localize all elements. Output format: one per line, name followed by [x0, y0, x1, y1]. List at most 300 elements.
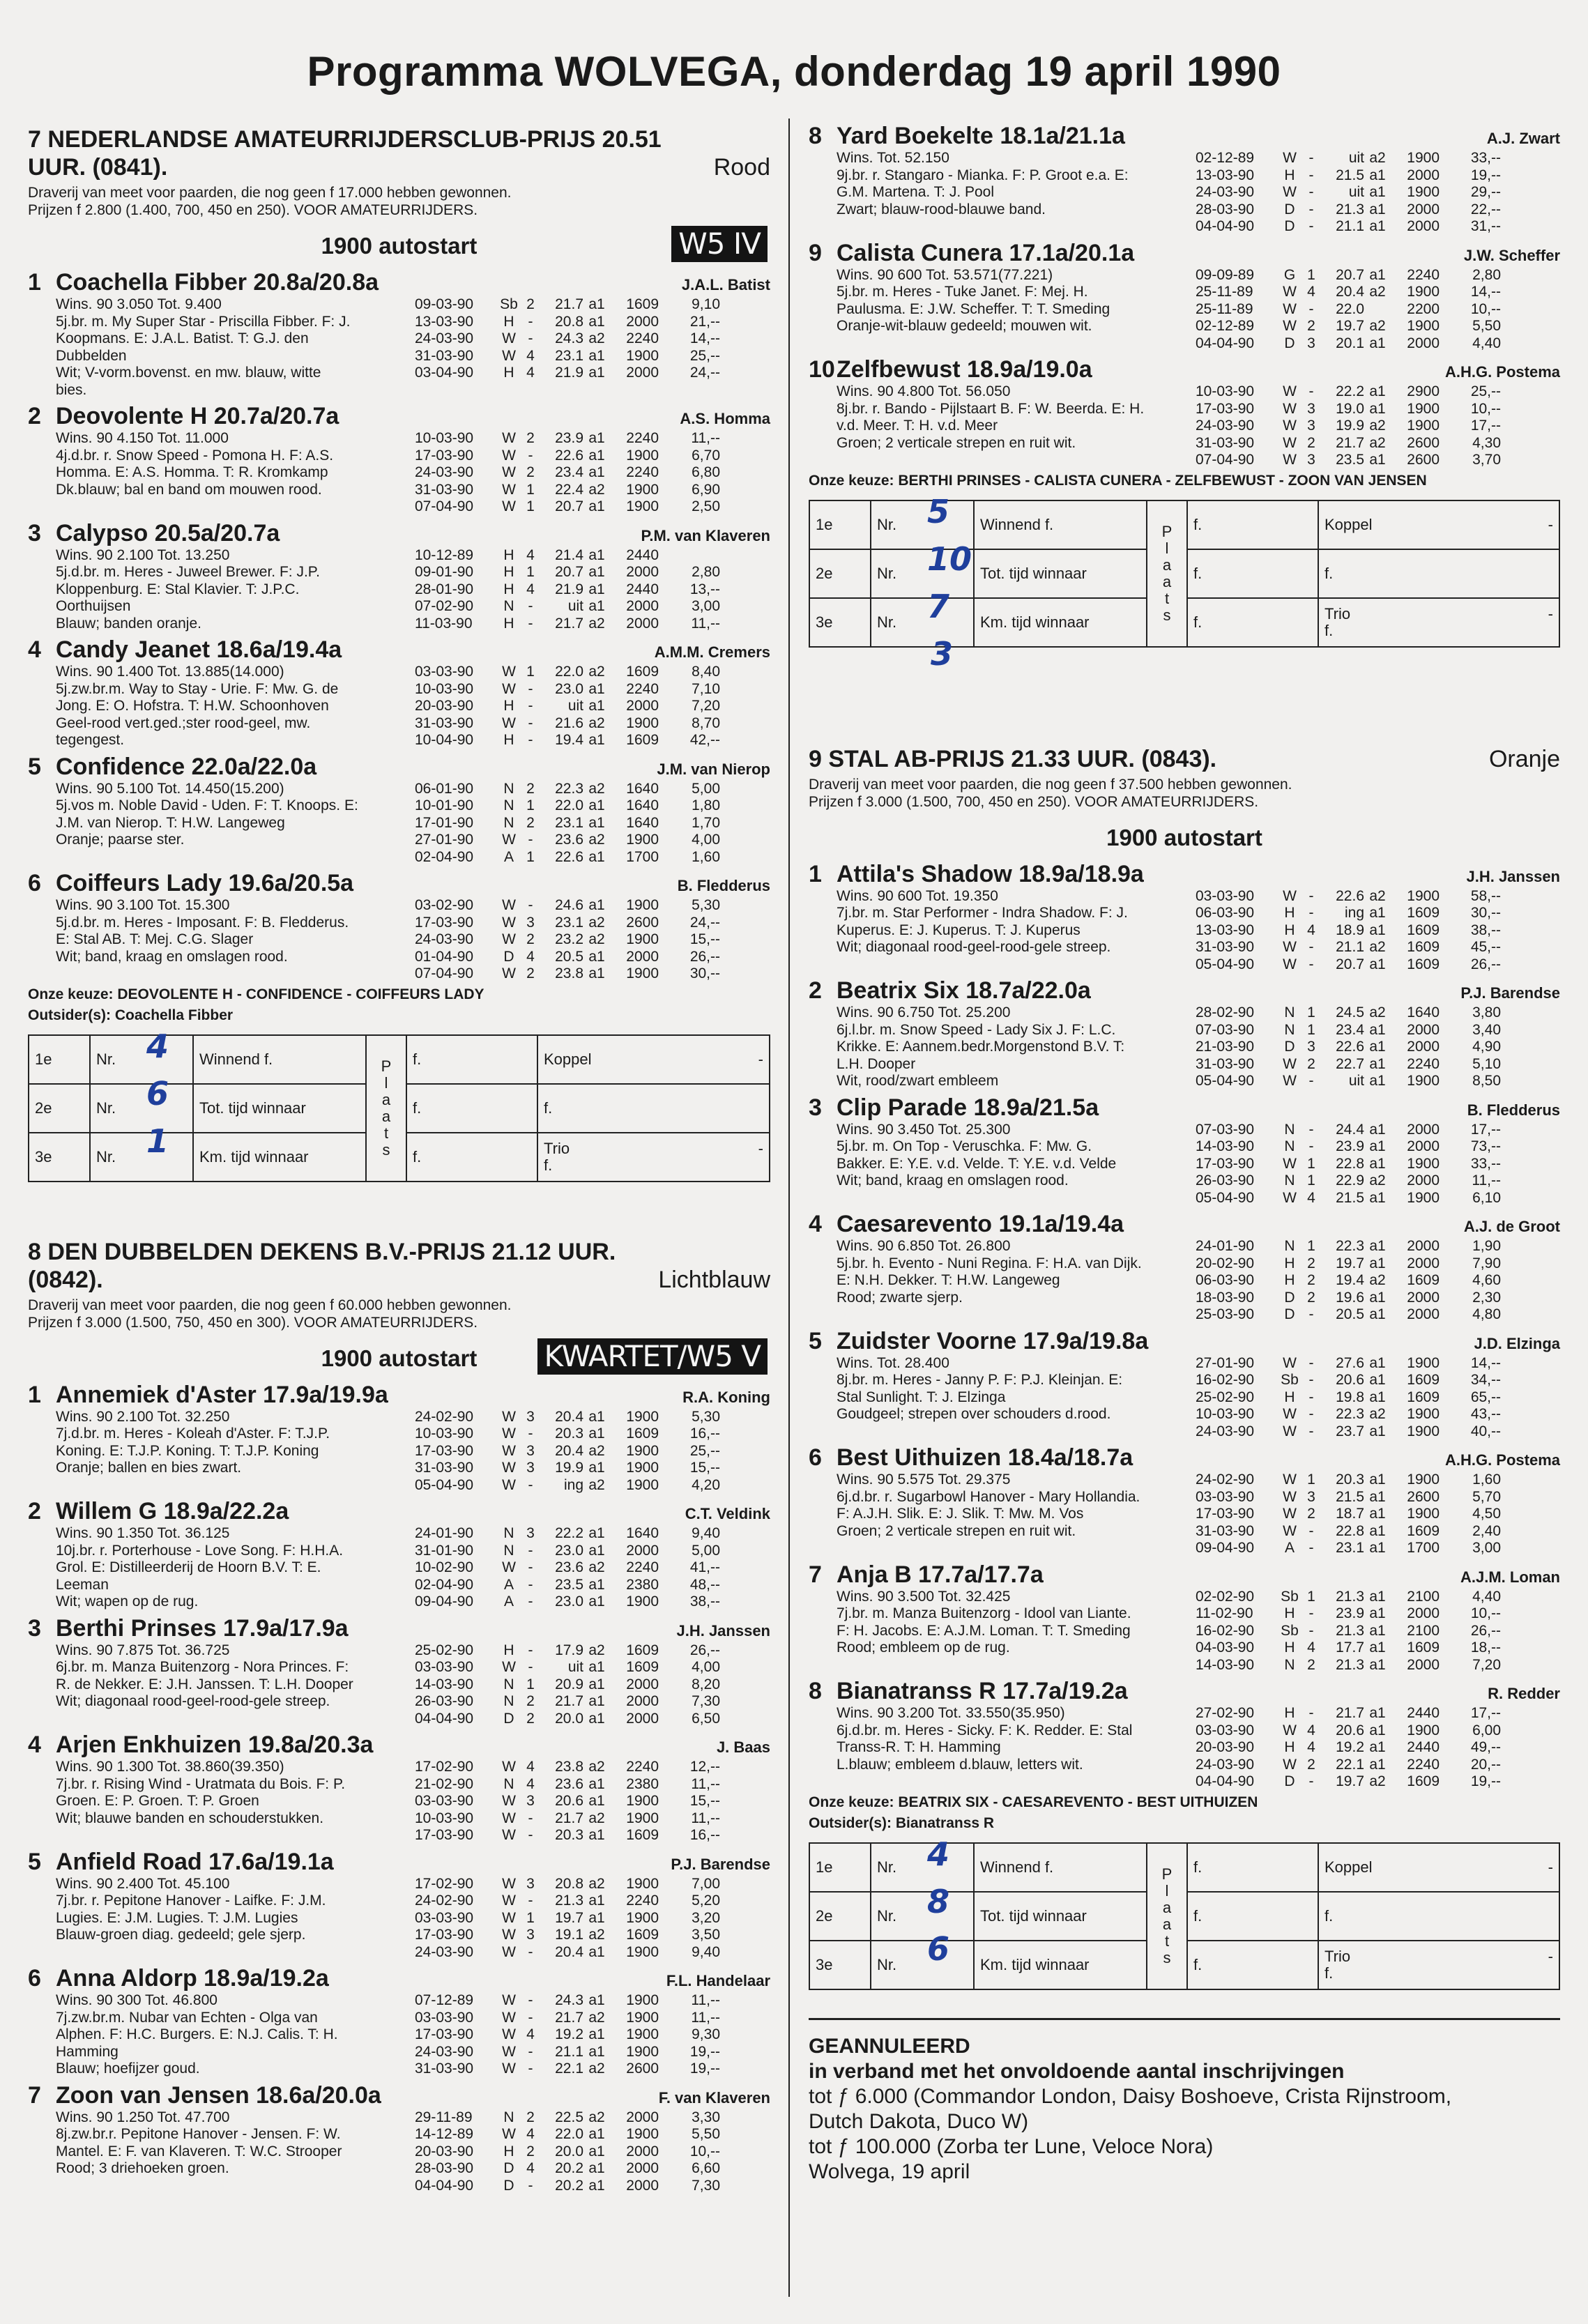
result-track: W	[1283, 284, 1297, 300]
result-row	[1196, 150, 1560, 167]
horse-info-line: Wins. 90 6.850 Tot. 26.800	[837, 1238, 1011, 1254]
result-place: -	[1308, 1423, 1314, 1439]
result-row	[415, 430, 770, 448]
result-place: -	[1308, 150, 1314, 166]
result-time: 21.7	[555, 615, 583, 632]
result-track: N	[503, 1693, 514, 1709]
number-field[interactable]	[871, 1892, 974, 1941]
result-distance: 2600	[1407, 1488, 1440, 1505]
result-row	[415, 1676, 770, 1694]
result-row	[415, 2010, 770, 2027]
recent-results	[415, 296, 770, 399]
plaats-amount[interactable]: f.	[1187, 1892, 1318, 1941]
result-odds: 25,--	[689, 1442, 720, 1459]
result-date: 28-01-90	[415, 581, 474, 597]
horse-trainer: J.D. Elzinga	[1474, 1334, 1560, 1352]
result-track: W	[502, 897, 516, 913]
bet-cell[interactable]	[1318, 549, 1559, 598]
horse-details	[28, 1876, 770, 1962]
horse-info-line: Wins. 90 3.500 Tot. 32.425	[837, 1588, 1011, 1605]
result-place: 2	[1307, 1289, 1315, 1306]
result-row	[415, 1910, 770, 1927]
result-date: 10-12-89	[415, 546, 474, 563]
result-distance: 1609	[626, 664, 659, 680]
result-place: -	[528, 2061, 533, 2077]
result-place: 3	[526, 1793, 535, 1809]
horse-name: Calypso 20.5a/20.7a	[56, 519, 280, 546]
horse-details	[809, 1471, 1560, 1557]
result-track: W	[502, 1909, 516, 1926]
bet-cell[interactable]	[1318, 1892, 1559, 1941]
result-odds: 1,80	[692, 797, 720, 813]
result-time: 23.8	[555, 1759, 583, 1775]
result-start: a1	[588, 1593, 605, 1610]
result-date: 03-02-90	[415, 897, 474, 913]
horse-info-line: 7j.br. r. Rising Wind - Uratmata du Bois. F: P.	[56, 1775, 346, 1792]
result-place: 1	[526, 664, 535, 680]
bet-cell[interactable]	[1318, 598, 1559, 647]
horse-info-line: Wins. 90 1.350 Tot. 36.125	[56, 1525, 230, 1541]
result-place: 2	[526, 1693, 535, 1709]
result-place: -	[528, 1542, 533, 1559]
horse-info-line: Oranje-wit-blauw gedeeld; mouwen wit.	[837, 318, 1092, 334]
horse-info-line: Geel-rood vert.ged.;ster rood-geel, mw.	[56, 714, 311, 731]
bet-cell[interactable]	[1318, 1843, 1559, 1892]
race-prizes-line: Prijzen f 3.000 (1.500, 700, 450 en 250). VOOR AMATEURRIJDERS.	[809, 793, 1259, 810]
result-time: 22.2	[555, 1525, 583, 1541]
horse-info-line: Wins. 90 300 Tot. 46.800	[56, 1992, 217, 2008]
result-odds: 2,80	[692, 564, 720, 580]
result-form-table	[28, 1034, 770, 1182]
result-time: 20.5	[555, 948, 583, 965]
result-date: 01-04-90	[415, 948, 474, 965]
horse-number: 6	[28, 1965, 41, 1992]
result-odds: 24,--	[689, 365, 720, 381]
result-time: 23.5	[1336, 452, 1364, 468]
result-date: 31-03-90	[1196, 939, 1255, 955]
result-row	[415, 1927, 770, 1944]
result-date: 24-02-90	[415, 1408, 474, 1425]
result-row	[1196, 1372, 1560, 1389]
result-time: 23.1	[1336, 1540, 1364, 1556]
result-distance: 1900	[1407, 887, 1440, 904]
number-field[interactable]	[90, 1084, 193, 1133]
plaats-amount[interactable]: f.	[406, 1133, 537, 1182]
result-place: -	[528, 1810, 533, 1826]
result-place: -	[1308, 1522, 1314, 1539]
result-start: a1	[1369, 1055, 1386, 1072]
horse-entry	[28, 754, 770, 866]
result-odds: 5,70	[1472, 1488, 1501, 1505]
result-distance: 1900	[626, 1909, 659, 1926]
result-date: 25-11-89	[1196, 284, 1253, 300]
result-track: W	[502, 1460, 516, 1476]
horse-info-line: Wins. Tot. 28.400	[837, 1354, 949, 1371]
plaats-amount[interactable]: f.	[406, 1084, 537, 1133]
result-date: 24-03-90	[415, 330, 474, 346]
result-track: N	[503, 780, 514, 797]
result-row	[415, 1443, 770, 1460]
horse-info-line: Stal Sunlight. T: J. Elzinga	[837, 1389, 1006, 1405]
result-row	[415, 1460, 770, 1477]
result-start: a2	[1369, 1406, 1386, 1422]
horse-info-line: Rood; 3 driehoeken groen.	[56, 2160, 229, 2176]
result-track: W	[502, 1759, 516, 1775]
result-time: 21.3	[1336, 201, 1364, 217]
result-track: N	[503, 598, 514, 614]
horse-info-line: Groen; 2 verticale strepen en ruit wit.	[837, 434, 1076, 451]
result-place: -	[1308, 201, 1314, 217]
result-distance: 1900	[1407, 1406, 1440, 1422]
result-row	[1196, 452, 1560, 469]
result-odds: 58,--	[1470, 887, 1501, 904]
result-start: a1	[588, 347, 605, 364]
bet-cell[interactable]	[537, 1084, 770, 1133]
result-odds: 11,--	[691, 1992, 720, 2008]
result-date: 11-03-90	[415, 615, 473, 632]
result-time: 21.1	[555, 2043, 583, 2060]
horse-info-line: 7j.br. m. Manza Buitenzorg - Idool van Liante.	[837, 1605, 1131, 1621]
result-row	[415, 897, 770, 915]
result-distance: 1900	[626, 1442, 659, 1459]
result-time: 19.7	[1336, 318, 1364, 334]
result-date: 10-03-90	[415, 430, 474, 446]
plaats-label	[1147, 500, 1187, 647]
result-track: W	[1283, 1756, 1297, 1773]
result-row	[1196, 383, 1560, 401]
place-label: 1e	[809, 500, 871, 549]
plaats-letter: P	[381, 1057, 392, 1075]
result-date: 20-02-90	[1196, 1255, 1255, 1271]
result-start: a1	[1369, 1705, 1386, 1721]
result-place: 2	[1307, 1055, 1315, 1072]
koppel-amount: f.	[1324, 564, 1334, 582]
page-title: Programma WOLVEGA, donderdag 19 april 1990	[307, 48, 1281, 95]
result-track: W	[502, 330, 516, 346]
result-row	[1196, 1623, 1560, 1640]
recent-results	[1196, 1004, 1560, 1090]
result-start: a2	[1369, 887, 1386, 904]
result-distance: 2240	[1407, 1055, 1440, 1072]
result-start: a2	[588, 931, 605, 947]
our-choice: Onze keuze: BEATRIX SIX - CAESAREVENTO - BEST UITHUIZEN	[809, 1794, 1258, 1810]
horse-name: Zelfbewust 18.9a/19.0a	[837, 356, 1092, 383]
horse-header	[28, 1498, 770, 1525]
result-row	[1196, 1773, 1560, 1791]
result-track: Sb	[1281, 1622, 1299, 1639]
horse-entry	[28, 1965, 770, 2078]
result-date: 24-02-90	[415, 1893, 474, 1909]
result-date: 09-01-90	[415, 564, 474, 580]
result-odds: 9,10	[692, 296, 720, 312]
result-track: W	[502, 2026, 516, 2042]
result-row	[415, 815, 770, 832]
horse-trainer: A.J.M. Loman	[1460, 1568, 1560, 1586]
result-track: N	[1284, 1004, 1295, 1020]
result-distance: 2000	[1407, 1656, 1440, 1673]
horse-info	[28, 547, 415, 633]
number-field[interactable]	[871, 1843, 974, 1892]
recent-results	[1196, 1589, 1560, 1674]
start-row	[28, 1337, 770, 1377]
result-time: 22.9	[1336, 1172, 1364, 1188]
result-date: 09-09-89	[1196, 266, 1255, 283]
plaats-amount[interactable]: f.	[1187, 500, 1318, 549]
bet-cell[interactable]	[537, 1133, 770, 1182]
result-date: 03-03-90	[415, 1659, 474, 1675]
result-track: W	[502, 1893, 516, 1909]
result-date: 02-04-90	[415, 1576, 474, 1593]
result-place: -	[1308, 1773, 1314, 1789]
place-label: 2e	[29, 1084, 90, 1133]
result-row	[1196, 318, 1560, 335]
horse-number: 2	[28, 1498, 41, 1524]
result-place: -	[1308, 1406, 1314, 1422]
result-start: a1	[1369, 335, 1386, 351]
horse-number: 8	[809, 123, 822, 149]
horse-trainer: A.M.M. Cremers	[654, 643, 770, 661]
result-row	[415, 1659, 770, 1676]
result-row	[1196, 1489, 1560, 1506]
bet-cell[interactable]	[1318, 1941, 1559, 1989]
result-place: 1	[1307, 1471, 1315, 1488]
place-label: 2e	[809, 549, 871, 598]
horse-info-line: Homma. E: A.S. Homma. T: R. Kromkamp	[56, 464, 328, 480]
horse-info-line: bies.	[56, 381, 87, 398]
result-time: 20.5	[1336, 1306, 1364, 1322]
result-odds: 6,10	[1472, 1189, 1501, 1206]
result-start: a2	[588, 1810, 605, 1826]
result-odds: 26,--	[689, 1642, 720, 1658]
horse-details	[809, 1589, 1560, 1674]
horse-number: 3	[809, 1094, 822, 1121]
result-place: 3	[1307, 1488, 1315, 1505]
result-row	[1196, 435, 1560, 452]
result-place: -	[528, 1893, 533, 1909]
plaats-amount[interactable]: f.	[1187, 1843, 1318, 1892]
result-track: W	[502, 1659, 516, 1675]
result-place: 2	[1307, 1255, 1315, 1271]
result-date: 24-03-90	[1196, 1423, 1255, 1439]
result-track: N	[1284, 1021, 1295, 1038]
horse-info-line: Wit, rood/zwart embleem	[837, 1073, 999, 1089]
result-place: -	[1308, 1705, 1314, 1721]
result-row	[415, 1776, 770, 1794]
result-row	[415, 1793, 770, 1810]
plaats-amount[interactable]: f.	[406, 1035, 537, 1084]
horse-info-line: 5j.br. m. Heres - Tuke Janet. F: Mej. H.	[837, 284, 1088, 300]
plaats-amount[interactable]: f.	[1187, 549, 1318, 598]
result-track: H	[1284, 1705, 1295, 1721]
result-track: G	[1283, 266, 1296, 283]
result-row	[415, 330, 770, 348]
handwritten-number: 8	[927, 1882, 950, 1920]
result-distance: 2000	[626, 2160, 659, 2176]
number-field[interactable]	[871, 1941, 974, 1989]
horse-info-line: Groen; 2 verticale strepen en ruit wit.	[837, 1522, 1076, 1539]
result-start: a1	[1369, 1021, 1386, 1038]
result-row	[415, 1477, 770, 1494]
result-time: 22.0	[1336, 300, 1364, 317]
result-distance: 2240	[626, 1893, 659, 1909]
result-odds: 26,--	[1470, 1622, 1501, 1639]
result-time: 22.0	[555, 797, 583, 813]
horse-info-line: G.M. Martena. T: J. Pool	[837, 184, 995, 200]
result-row	[1196, 167, 1560, 185]
result-row	[1196, 1423, 1560, 1441]
place-label: 3e	[809, 598, 871, 647]
race-colour: Rood	[713, 154, 770, 181]
result-odds: 7,90	[1472, 1255, 1501, 1271]
horse-info-line: 5j.br. m. My Super Star - Priscilla Fibber. F: J.	[56, 313, 351, 330]
plaats-amount[interactable]: f.	[1187, 598, 1318, 647]
result-time: 21.3	[555, 1893, 583, 1909]
result-track: H	[1284, 167, 1295, 183]
result-odds: 45,--	[1470, 939, 1501, 955]
horse-number: 3	[28, 1614, 41, 1642]
result-row	[415, 698, 770, 715]
result-odds: 22,--	[1470, 201, 1501, 217]
result-time: 23.9	[1336, 1605, 1364, 1621]
horse-info-line: 8j.zw.br.r. Pepitone Hanover - Jensen. F: W.	[56, 2126, 341, 2142]
result-start: a1	[588, 1710, 605, 1727]
result-row	[415, 1711, 770, 1728]
cancelled-line: Wolvega, 19 april	[809, 2159, 970, 2183]
place-label: 3e	[809, 1941, 871, 1989]
result-start: a2	[588, 1442, 605, 1459]
result-odds: 5,10	[1472, 1055, 1501, 1072]
horse-info-line: 5j.d.br. m. Heres - Juweel Brewer. F: J.P.	[56, 564, 320, 580]
number-field[interactable]	[871, 598, 974, 647]
result-place: 1	[1307, 1588, 1315, 1605]
result-time: 21.7	[1336, 1705, 1364, 1721]
horse-info-line: Wins. 90 6.750 Tot. 25.200	[837, 1004, 1011, 1020]
result-odds: 4,00	[692, 832, 720, 848]
horse-header	[28, 2082, 770, 2109]
horse-entry	[28, 1382, 770, 1494]
result-track: Sb	[1281, 1372, 1299, 1388]
horse-trainer: B. Fledderus	[677, 877, 770, 894]
result-row	[415, 1693, 770, 1711]
result-row	[415, 1543, 770, 1560]
result-time: 21.7	[555, 1693, 583, 1709]
result-distance: 1640	[626, 780, 659, 797]
result-odds: 42,--	[689, 732, 720, 748]
result-start: a1	[1369, 1656, 1386, 1673]
horse-info	[809, 1471, 1196, 1557]
horse-number: 2	[28, 403, 41, 429]
horse-number: 7	[809, 1561, 822, 1588]
result-place: 1	[1307, 1172, 1315, 1188]
horse-number: 4	[28, 636, 41, 663]
handwritten-number: 10	[927, 540, 972, 578]
result-track: W	[502, 1408, 516, 1425]
result-row	[415, 547, 770, 565]
result-distance: 1609	[626, 1927, 659, 1943]
number-field[interactable]	[90, 1133, 193, 1182]
result-row	[415, 2044, 770, 2061]
result-odds: 38,--	[1470, 922, 1501, 938]
plaats-label	[1147, 1843, 1187, 1989]
trio-dash: -	[1548, 1947, 1553, 1965]
spacer	[28, 1182, 770, 1231]
trio-label: Trio	[1324, 604, 1351, 622]
result-date: 11-02-90	[1196, 1605, 1253, 1621]
horse-details	[809, 1004, 1560, 1090]
result-track: W	[502, 1810, 516, 1826]
result-date: 31-03-90	[1196, 1522, 1255, 1539]
horse-header	[809, 1328, 1560, 1355]
horse-info-line: Krikke. E: Aannem.bedr.Morgenstond B.V. T:	[837, 1039, 1125, 1055]
horse-header	[28, 870, 770, 897]
result-row	[415, 2160, 770, 2178]
result-row	[415, 2143, 770, 2161]
result-date: 05-04-90	[1196, 956, 1255, 972]
result-row	[1196, 1290, 1560, 1307]
result-odds: 19,--	[689, 2061, 720, 2077]
result-place: -	[528, 732, 533, 748]
result-time: 19.7	[1336, 1773, 1364, 1789]
result-row	[1196, 201, 1560, 219]
result-start: a1	[1369, 1354, 1386, 1371]
horse-entry	[28, 269, 770, 399]
result-place: 3	[526, 914, 535, 931]
result-start: a1	[1369, 1289, 1386, 1306]
horse-trainer: J.H. Janssen	[676, 1621, 770, 1639]
result-row	[415, 2109, 770, 2127]
result-row	[1196, 1639, 1560, 1657]
horse-info	[28, 2109, 415, 2195]
result-form	[28, 1034, 770, 1182]
result-place: 4	[526, 1759, 535, 1775]
result-place: -	[528, 447, 533, 464]
result-place: -	[1308, 887, 1314, 904]
horse-info-line: 5j.br. h. Evento - Nuni Regina. F: H.A. van Dijk.	[837, 1255, 1142, 1271]
horse-name: Best Uithuizen 18.4a/18.7a	[837, 1444, 1133, 1471]
koppel-row	[1324, 517, 1553, 533]
result-start: a2	[588, 1875, 605, 1892]
result-start: a1	[588, 680, 605, 697]
result-start: a1	[1369, 400, 1386, 417]
result-place: 4	[526, 1775, 535, 1792]
plaats-amount[interactable]: f.	[1187, 1941, 1318, 1989]
horse-entry	[809, 356, 1560, 469]
result-start: a1	[588, 1827, 605, 1843]
number-field[interactable]	[90, 1035, 193, 1084]
bet-cell[interactable]	[537, 1035, 770, 1084]
horse-details	[809, 383, 1560, 469]
horse-number: 5	[809, 1327, 822, 1354]
result-start: a1	[1369, 1588, 1386, 1605]
horse-name: Annemiek d'Aster 17.9a/19.9a	[56, 1381, 388, 1408]
recent-results	[415, 1759, 770, 1844]
result-track: N	[1284, 1121, 1295, 1138]
result-place: -	[1308, 1121, 1314, 1138]
handwritten-number: 4	[927, 1835, 950, 1873]
result-row	[1196, 1540, 1560, 1557]
horse-header	[809, 123, 1560, 150]
bet-cell[interactable]	[1318, 500, 1559, 549]
result-start: a1	[1369, 1121, 1386, 1138]
result-odds: 25,--	[689, 347, 720, 364]
result-start	[1364, 301, 1391, 319]
result-date: 21-02-90	[415, 1775, 474, 1792]
result-date: 27-01-90	[415, 832, 474, 848]
result-distance: 1609	[626, 732, 659, 748]
result-date: 16-02-90	[1196, 1622, 1255, 1639]
horse-info-line: 5j.d.br. m. Heres - Imposant. F: B. Fledderus.	[56, 914, 349, 931]
result-time: 20.6	[1336, 1722, 1364, 1738]
